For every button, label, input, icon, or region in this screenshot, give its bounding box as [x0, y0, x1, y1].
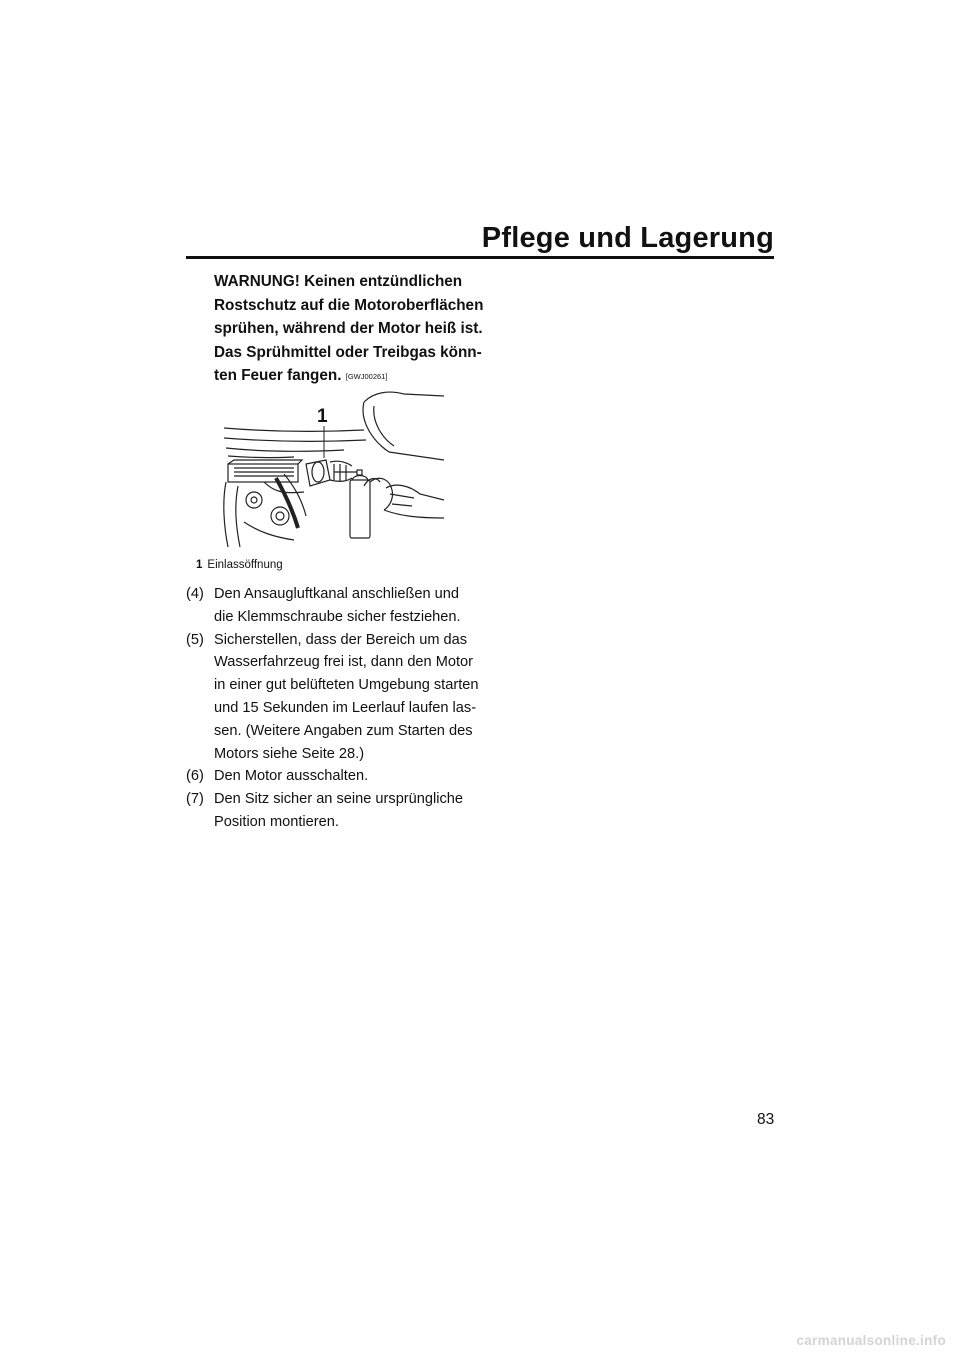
step-line: in einer gut belüfteten Umgebung starten [214, 677, 479, 694]
step-line: und 15 Sekunden im Leerlauf laufen las- [214, 699, 477, 716]
warning-code: [GWJ00261] [345, 372, 388, 381]
step-line: Den Sitz sicher an seine ursprüngliche [214, 791, 464, 808]
figure-caption [196, 559, 283, 571]
step-line: sen. (Weitere Angaben zum Starten des [214, 722, 473, 739]
watermark: carmanualsonline.info [796, 1333, 946, 1348]
step-line: Wasserfahrzeug frei ist, dann den Motor [214, 654, 474, 671]
page-title: Pflege und Lagerung [481, 222, 774, 254]
step-number: (4) [186, 586, 204, 602]
title-rule [186, 256, 774, 259]
step-line: Sicherstellen, dass der Bereich um das [214, 631, 468, 648]
list-item [186, 583, 486, 629]
steps-list [186, 583, 486, 834]
warning-line: sprühen, während der Motor heiß ist. [214, 320, 483, 337]
caption-text: Einlassöffnung [207, 559, 283, 571]
list-item [186, 629, 486, 766]
step-line: Den Ansaugluftkanal anschließen und [214, 586, 460, 602]
list-item [186, 765, 486, 788]
warning-line: Rostschutz auf die Motoroberflächen [214, 296, 484, 314]
warning-line: Das Sprühmittel oder Treibgas könn- [214, 343, 482, 361]
step-line: die Klemmschraube sicher festziehen. [214, 608, 461, 625]
step-number: (7) [186, 791, 204, 808]
step-line: Den Motor ausschalten. [214, 768, 369, 785]
step-line: Position montieren. [214, 813, 339, 830]
page-number: 83 [757, 1111, 775, 1128]
caption-number: 1 [196, 559, 203, 571]
step-number: (6) [186, 768, 204, 785]
step-number: (5) [186, 631, 204, 648]
list-item [186, 788, 486, 834]
figure-callout-number: 1 [317, 406, 328, 427]
step-line: Motors siehe Seite 28.) [214, 745, 365, 762]
warning-block [214, 270, 484, 389]
engine-spray-illustration [214, 382, 444, 550]
warning-line: WARNUNG! Keinen entzündlichen [214, 273, 463, 290]
warning-last-line: ten Feuer fangen. [214, 367, 342, 384]
